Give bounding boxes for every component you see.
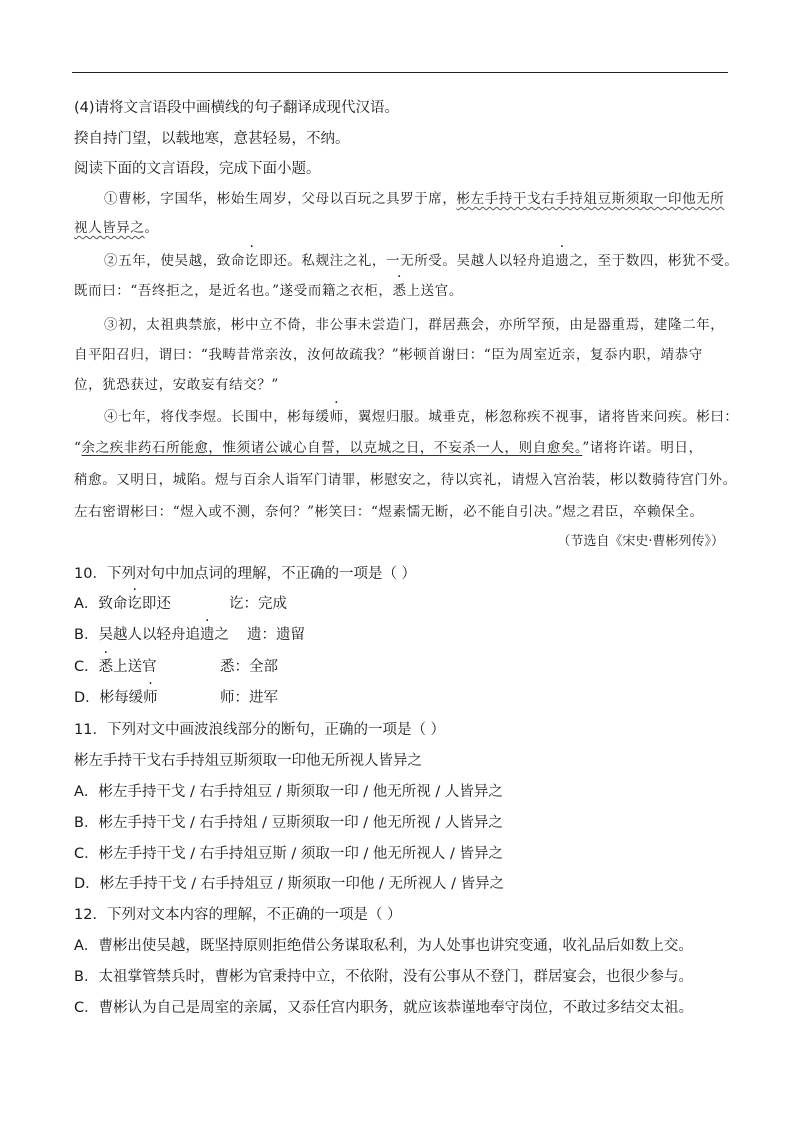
option-letter: D． [74, 690, 100, 706]
passage-text: 之，至于数四，彬犹不受。 [569, 253, 739, 269]
passage-p2-line1 [104, 251, 739, 271]
q11-option-d[interactable]: D．彬左手持干戈 / 右手持俎豆 / 斯须取一印他 / 无所视人 / 皆异之 [74, 876, 505, 892]
passage-p3-line3: 位，犹恐获过，安敢妄有结交？” [74, 377, 279, 393]
passage-text: ②五年，使吴越，致命 [104, 253, 245, 269]
underlined-sentence: 余之疾非药石所能愈，惟须诸公诚心自誓，以克城之日，不妄杀一人，则自愈矣。 [81, 440, 583, 456]
dotted-word: 师 [143, 690, 158, 706]
option-text: 之 [214, 627, 229, 643]
passage-p3-line1: ③初，太祖典禁旅，彬中立不倚，非公事未尝造门，群居燕会，亦所罕预，由是器重焉，建隆二年， [104, 317, 725, 333]
passage-p1-line1 [104, 189, 724, 209]
option-text: 彬每缓 [99, 690, 144, 706]
wavy-underlined-text: 视人皆异之 [74, 220, 145, 236]
dotted-word: 悉 [392, 283, 407, 299]
wavy-underlined-text: 彬左手持干戈右手持俎豆斯须取一印他无所 [456, 191, 725, 207]
passage-instruction: 阅读下面的文言语段，完成下面小题。 [74, 161, 321, 177]
q12-stem: 12．下列对文本内容的理解，不正确的一项是（ ） [74, 907, 402, 923]
q12-option-c[interactable]: C．曹彬认为自己是周室的亲属，又忝任宫内职务，就应该恭谨地奉守岗位，不敢过多结交太祖。 [74, 1000, 694, 1016]
q4-prompt: (4)请将文言语段中画横线的句子翻译成现代汉语。 [74, 100, 400, 116]
passage-text: 上送官。 [406, 283, 463, 299]
q10-option-c[interactable] [74, 657, 157, 677]
passage-p4-line3: 稍愈。又明日，城陷。煜与百余人诣军门请罪，彬慰安之，待以宾礼，请煜入宫治装，彬以数骑待宫门外。 [74, 472, 737, 488]
passage-p4-line1 [104, 407, 739, 427]
option-text: 上送官 [113, 659, 157, 675]
passage-text: 。 [144, 220, 159, 236]
header-rule [72, 72, 728, 73]
passage-text: 即还。私觌注之礼，一无所受。吴越人以轻舟追 [259, 253, 556, 269]
q11-option-c[interactable]: C．彬左手持干戈 / 右手持俎豆斯 / 须取一印 / 他无所视人 / 皆异之 [74, 846, 504, 862]
option-text: 吴越人以轻舟追 [98, 627, 200, 643]
option-letter: C． [74, 659, 99, 675]
option-text: 即还 [141, 596, 171, 612]
q10-option-b[interactable] [74, 625, 229, 645]
q10-option-d-gloss: 师：进军 [220, 690, 278, 706]
passage-source: （节选自《宋史·曹彬列传》） [557, 534, 724, 549]
option-letter: B． [74, 627, 99, 643]
passage-text: ①曹彬，字国华，彬始生周岁，父母以百玩之具罗于席， [104, 191, 457, 207]
q10-option-a-gloss: 讫：完成 [229, 596, 287, 612]
option-letter: A． [74, 596, 99, 612]
q10-option-d[interactable] [74, 688, 158, 708]
q12-option-b[interactable]: B．太祖掌管禁兵时，曹彬为官秉持中立，不依附，没有公事从不登门，群居宴会，也很少参与。 [74, 969, 693, 985]
q4-sentence: 揆自持门望，以载地寒，意甚轻易，不纳。 [74, 131, 350, 147]
dotted-word: 讫 [127, 596, 142, 612]
q10-option-a[interactable] [74, 594, 171, 614]
passage-text: “ [74, 440, 82, 456]
passage-text: ④七年，将伐李煜。长围中，彬每缓 [104, 409, 330, 425]
option-text: 致命 [98, 596, 128, 612]
dotted-word: 讫 [245, 253, 260, 269]
dotted-word: 遗 [199, 627, 215, 643]
q11-stem: 11．下列对文中画波浪线部分的断句，正确的一项是（ ） [74, 722, 446, 738]
dotted-word: 遗 [555, 253, 570, 269]
passage-p4-line2 [74, 438, 703, 458]
q10-option-b-gloss: 遗：遗留 [247, 627, 305, 643]
passage-p3-line2: 自平阳召归，谓曰：“我畴昔常亲汝，汝何故疏我？”彬顿首谢曰：“臣为周室近亲，复忝内职，靖恭守 [74, 347, 703, 363]
q10-option-c-gloss: 悉：全部 [220, 659, 278, 675]
passage-p4-line4: 左右密谓彬曰：“煜入或不测，奈何？”彬笑曰：“煜素懦无断，必不能自引决。”煜之君臣，卒赖保全。 [74, 504, 704, 520]
dotted-word: 师 [329, 409, 344, 425]
passage-text: ”诸将许诺。明日， [582, 440, 703, 456]
dotted-word: 悉 [98, 659, 114, 675]
q12-option-a[interactable]: A．曹彬出使吴越，既坚持原则拒绝借公务谋取私利，为人处事也讲究变通，收礼品后如数上交。 [74, 938, 693, 954]
q11-sentence: 彬左手持干戈右手持俎豆斯须取一印他无所视人皆异之 [74, 753, 422, 769]
q11-option-b[interactable]: B．彬左手持干戈 / 右手持俎 / 豆斯须取一印 / 他无所视 / 人皆异之 [74, 815, 503, 831]
q10-stem: 10．下列对句中加点词的理解，不正确的一项是（ ） [74, 566, 417, 582]
passage-p2-line2 [74, 281, 463, 301]
q11-option-a[interactable]: A．彬左手持干戈 / 右手持俎豆 / 斯须取一印 / 他无所视 / 人皆异之 [74, 784, 503, 800]
passage-text: ，翼煜归服。城垂克，彬忽称疾不视事，诸将皆来问疾。彬曰： [343, 409, 739, 425]
passage-p1-line2 [74, 218, 159, 238]
passage-text: 既而曰：“吾终拒之，是近名也。”遂受而籍之衣柜， [74, 283, 393, 299]
